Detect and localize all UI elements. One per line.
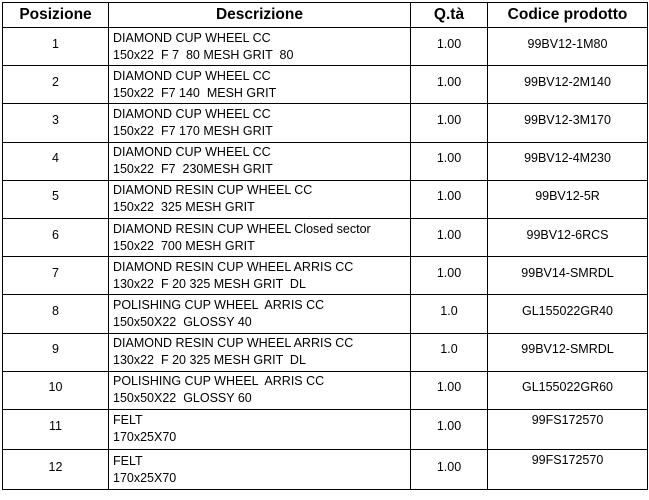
table-row <box>3 295 648 333</box>
table-row <box>3 66 648 104</box>
quantity-cell <box>411 180 488 218</box>
description-cell <box>109 371 411 409</box>
quantity-value: 1.00 <box>436 419 462 434</box>
quantity-value: 1.00 <box>436 189 462 204</box>
position-cell <box>3 218 109 256</box>
product-code-value: 99BV14-SMRDL <box>521 265 614 280</box>
description-line-1: DIAMOND RESIN CUP WHEEL ARRIS CC <box>113 336 354 351</box>
position-value: 10 <box>48 380 63 395</box>
description-line-2: 150x22 F7 170 MESH GRIT <box>113 123 273 138</box>
table-row <box>3 142 648 180</box>
description-line-1: POLISHING CUP WHEEL ARRIS CC <box>113 297 325 312</box>
position-value: 3 <box>52 112 59 127</box>
position-cell <box>3 409 109 449</box>
description-line-1: FELT <box>113 413 143 428</box>
product-code-value: GL155022GR60 <box>521 380 614 395</box>
table-row <box>3 333 648 371</box>
quantity-value: 1.00 <box>436 459 462 474</box>
product-code-cell <box>488 450 648 490</box>
description-line-1: DIAMOND RESIN CUP WHEEL ARRIS CC <box>113 259 354 274</box>
position-cell <box>3 28 109 66</box>
product-code-cell <box>488 409 648 449</box>
quantity-value: 1.0 <box>440 342 458 357</box>
position-value: 4 <box>52 151 59 166</box>
quantity-cell <box>411 66 488 104</box>
product-code-value: 99FS172570 <box>531 412 604 427</box>
position-cell <box>3 333 109 371</box>
product-code-cell <box>488 104 648 142</box>
description-cell <box>109 66 411 104</box>
product-code-value: 99BV12-3M170 <box>524 112 611 127</box>
header-description: Descrizione <box>109 3 411 28</box>
header-row <box>3 3 648 28</box>
table-row <box>3 104 648 142</box>
position-value: 6 <box>52 227 59 242</box>
description-cell <box>109 104 411 142</box>
product-code-value: 99BV12-1M80 <box>527 36 608 51</box>
product-code-cell <box>488 295 648 333</box>
product-code-value: 99BV12-6RCS <box>526 227 609 242</box>
product-code-value: 99BV12-2M140 <box>524 74 611 89</box>
table-row <box>3 28 648 66</box>
quantity-value: 1.0 <box>440 303 458 318</box>
product-code-cell <box>488 142 648 180</box>
quantity-cell <box>411 257 488 295</box>
product-code-cell <box>488 257 648 295</box>
description-line-2: 150x22 F7 140 MESH GRIT <box>113 85 277 100</box>
table-row <box>3 450 648 490</box>
product-code-value: 99BV12-4M230 <box>524 151 611 166</box>
description-cell <box>109 218 411 256</box>
description-line-1: DIAMOND CUP WHEEL CC <box>113 145 271 160</box>
table-body <box>3 28 648 490</box>
position-cell <box>3 371 109 409</box>
quantity-cell <box>411 104 488 142</box>
description-cell <box>109 257 411 295</box>
position-value: 7 <box>52 265 59 280</box>
description-cell <box>109 333 411 371</box>
description-line-2: 170x25X70 <box>113 470 177 485</box>
table-row <box>3 371 648 409</box>
table-row <box>3 257 648 295</box>
description-line-2: 150x50X22 GLOSSY 40 <box>113 314 252 329</box>
quantity-cell <box>411 295 488 333</box>
header-quantity: Q.tà <box>411 3 488 28</box>
quantity-value: 1.00 <box>436 36 462 51</box>
table-row <box>3 218 648 256</box>
product-code-value: 99BV12-5R <box>535 189 600 204</box>
product-code-cell <box>488 28 648 66</box>
description-line-2: 150x22 F 7 80 MESH GRIT 80 <box>113 47 294 62</box>
quantity-cell <box>411 409 488 449</box>
header-position: Posizione <box>3 3 109 28</box>
position-cell <box>3 66 109 104</box>
position-value: 11 <box>49 419 62 434</box>
position-cell <box>3 295 109 333</box>
quantity-cell <box>411 142 488 180</box>
position-value: 12 <box>48 459 63 474</box>
quantity-value: 1.00 <box>436 74 462 89</box>
description-line-2: 170x25X70 <box>113 430 177 445</box>
quantity-value: 1.00 <box>436 380 462 395</box>
description-line-2: 150x50X22 GLOSSY 60 <box>113 391 252 406</box>
quantity-value: 1.00 <box>436 112 462 127</box>
product-code-cell <box>488 371 648 409</box>
description-line-2: 130x22 F 20 325 MESH GRIT DL <box>113 353 306 368</box>
quantity-value: 1.00 <box>436 227 462 242</box>
position-cell <box>3 257 109 295</box>
description-cell <box>109 450 411 490</box>
product-code-cell <box>488 66 648 104</box>
position-value: 1 <box>52 36 59 51</box>
position-cell <box>3 104 109 142</box>
product-code-value: 99BV12-SMRDL <box>521 342 614 357</box>
description-line-1: DIAMOND RESIN CUP WHEEL CC <box>113 183 313 198</box>
product-code-cell <box>488 180 648 218</box>
quantity-cell <box>411 333 488 371</box>
quantity-cell <box>411 218 488 256</box>
header-code: Codice prodotto <box>488 3 648 28</box>
description-line-2: 130x22 F 20 325 MESH GRIT DL <box>113 276 306 291</box>
product-code-value: GL155022GR40 <box>521 303 614 318</box>
description-line-2: 150x22 325 MESH GRIT <box>113 200 255 215</box>
description-cell <box>109 295 411 333</box>
description-line-1: DIAMOND CUP WHEEL CC <box>113 30 271 45</box>
quantity-value: 1.00 <box>436 151 462 166</box>
product-code-cell <box>488 218 648 256</box>
table-row <box>3 180 648 218</box>
position-value: 2 <box>52 74 59 89</box>
description-cell <box>109 409 411 449</box>
table-row <box>3 409 648 449</box>
quantity-cell <box>411 450 488 490</box>
description-line-1: DIAMOND CUP WHEEL CC <box>113 68 271 83</box>
quantity-cell <box>411 371 488 409</box>
product-code-value: 99FS172570 <box>531 453 604 468</box>
quantity-cell <box>411 28 488 66</box>
product-table <box>2 2 648 490</box>
description-line-1: POLISHING CUP WHEEL ARRIS CC <box>113 374 325 389</box>
position-value: 5 <box>52 189 59 204</box>
description-line-1: FELT <box>113 453 143 468</box>
quantity-value: 1.00 <box>436 265 462 280</box>
position-value: 8 <box>52 303 59 318</box>
position-cell <box>3 180 109 218</box>
description-line-1: DIAMOND RESIN CUP WHEEL Closed sector <box>113 221 371 236</box>
description-cell <box>109 142 411 180</box>
description-line-2: 150x22 F7 230MESH GRIT <box>113 162 273 177</box>
product-code-cell <box>488 333 648 371</box>
description-line-1: DIAMOND CUP WHEEL CC <box>113 106 271 121</box>
position-cell <box>3 450 109 490</box>
description-cell <box>109 28 411 66</box>
description-line-2: 150x22 700 MESH GRIT <box>113 238 255 253</box>
position-cell <box>3 142 109 180</box>
description-cell <box>109 180 411 218</box>
position-value: 9 <box>52 342 59 357</box>
